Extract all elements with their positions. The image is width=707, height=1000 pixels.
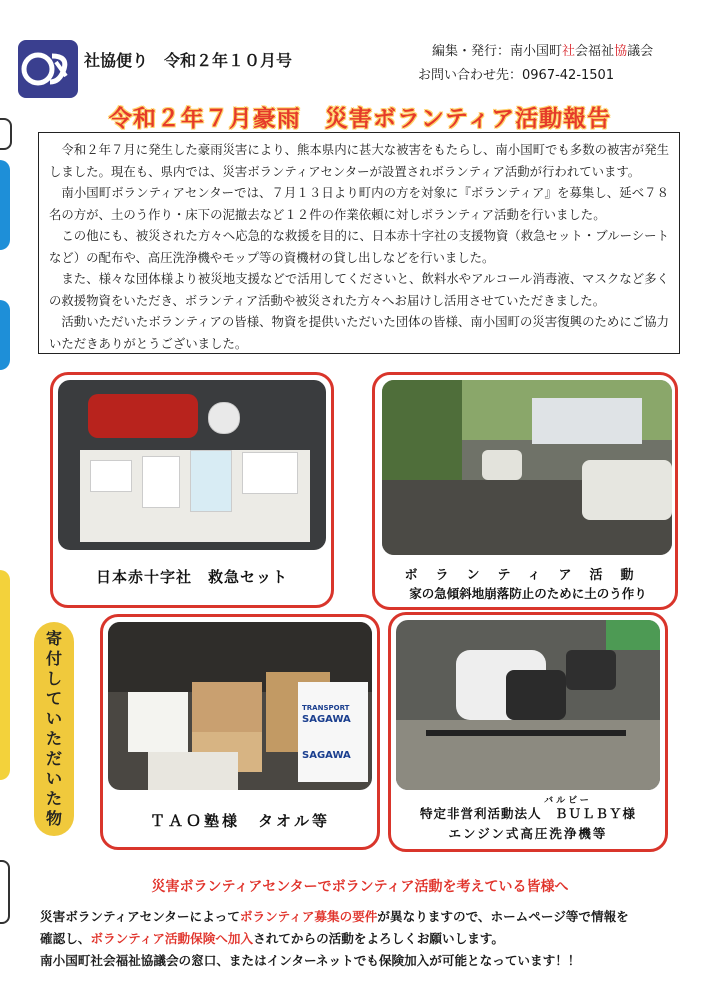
kit-caption: 日本赤十字社 救急セット (95, 568, 288, 586)
paragraph: 南小国町ボランティアセンターでは、７月１３日より町内の方を対象に『ボランティア』を募集し、延べ７８名の方が、土のう作り・床下の泥撤去など１２件の作業依頼に対しボランティア活動を行いました。 (49, 185, 669, 222)
pressure-washer-photo (396, 620, 660, 790)
notice-line: 南小国町社会福祉協議会の窓口、またはインターネットでも保険加入が可能となっています！！ (40, 953, 581, 968)
paragraph: 令和２年７月に発生した豪雨災害により、熊本県内に甚大な被害をもたらし、南小国町でも多数の被害が発生しました。現在も、県内では、災害ボランティアセンターが設置されボランティア活動が行われています。 (49, 142, 669, 179)
side-decoration (0, 570, 10, 780)
notice-line: 災害ボランティアセンターによってボランティア募集の要件が異なりますので、ホームページ等で情報を (40, 909, 629, 924)
paragraph: 活動いただいたボランティアの皆様、物資を提供いただいた団体の皆様、南小国町の災害復興のためにご協力いただきありがとうございました。 (49, 314, 669, 351)
volunteer-caption: ボランティア活動 (404, 568, 652, 583)
notice-text (40, 906, 690, 972)
side-decoration (0, 160, 10, 250)
box-brand: SAGAWA (302, 750, 351, 761)
donated-items-label: 寄 付 し て い た だ い た 物 (34, 622, 74, 836)
publisher: 編集・発行：南小国町社会福祉協議会 (432, 44, 654, 59)
volunteer-photo (382, 380, 672, 555)
issue-title: 社協便り 令和２年１０月号 (84, 51, 293, 70)
box-brand: TRANSPORT (302, 704, 350, 712)
council-logo (18, 40, 78, 98)
donation-caption: ＴＡＯ塾様 タオル等 (149, 812, 330, 830)
paragraph: この他にも、被災された方々へ応急的な救援を目的に、日本赤十字社の支援物資（救急セット・ブルーシートなど）の配布や、高圧洗浄機やモップ等の資機材の貸し出しなどを行いました。 (49, 228, 669, 265)
side-decoration (0, 300, 10, 370)
notice-title: 災害ボランティアセンターでボランティア活動を考えている皆様へ (151, 879, 569, 895)
report-text-box (38, 132, 680, 354)
paragraph: また、様々な団体様より被災地支援などで活用してくださいと、飲料水やアルコール消毒液、マスクなど多くの救援物資をいただき、ボランティア活動や被災された方々へお届けし活用させていただきました。 (49, 271, 669, 308)
side-decoration (0, 860, 10, 924)
side-decoration (0, 118, 12, 150)
washer-caption: 特定非営利活動法人 ＢＵＬＢＹ様 (419, 806, 636, 821)
headline: 令和２年７月豪雨 災害ボランティア活動報告 (108, 106, 612, 132)
contact-info: お問い合わせ先：0967-42-1501 (418, 68, 615, 83)
donations-photo (108, 622, 372, 790)
washer-caption-sub: エンジン式高圧洗浄機等 (448, 826, 608, 841)
washer-ruby: バルビー (544, 796, 592, 806)
box-brand: SAGAWA (302, 714, 351, 725)
notice-line: 確認し、ボランティア活動保険へ加入されてからの活動をよろしくお願いします。 (40, 931, 504, 946)
first-aid-kit-photo (58, 380, 326, 550)
volunteer-caption-sub: 家の急傾斜地崩落防止のために土のう作り (409, 586, 647, 601)
